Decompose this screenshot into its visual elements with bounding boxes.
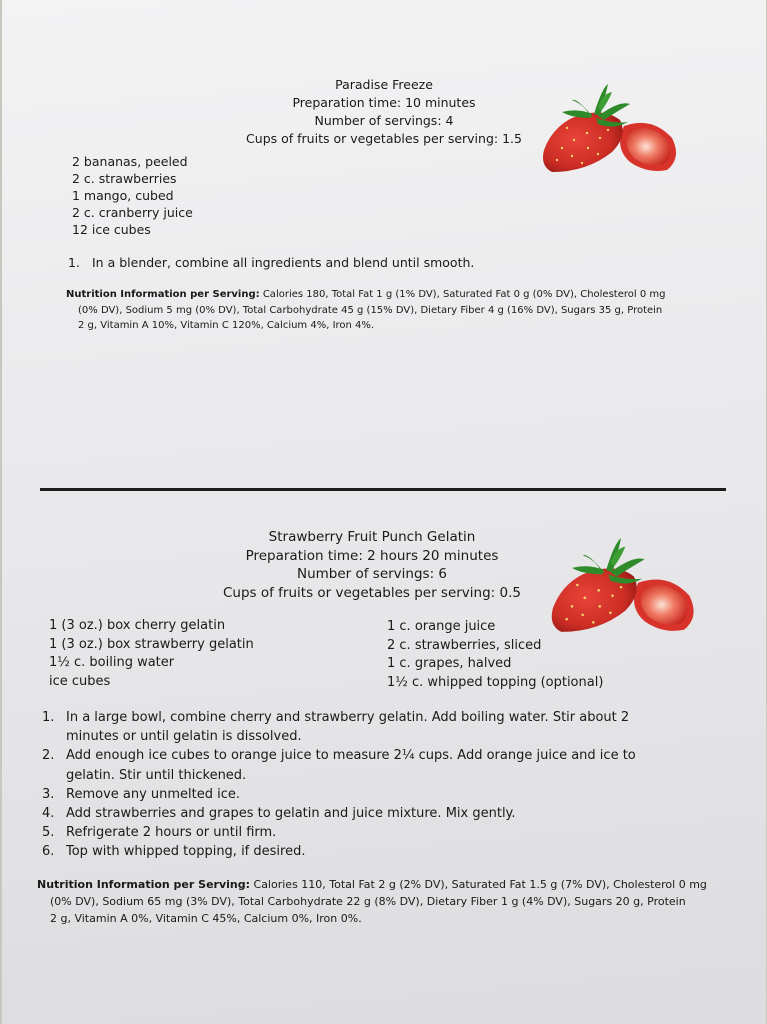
ingredient-item: 2 c. strawberries	[72, 171, 177, 186]
prep-time: Preparation time: 2 hours 20 minutes	[245, 547, 499, 564]
step-text: minutes or until gelatin is dissolved.	[66, 729, 302, 745]
ingredient-list	[72, 153, 193, 238]
step-text: Add strawberries and grapes to gelatin and juice mixture. Mix gently.	[66, 806, 516, 822]
instruction-step	[42, 804, 636, 823]
step-text: Remove any unmelted ice.	[66, 786, 241, 802]
step-text: In a large bowl, combine cherry and strawberry gelatin. Add boiling water. Stir about 2	[66, 710, 630, 725]
step-number: 5.	[42, 825, 55, 841]
instruction-step	[42, 785, 636, 804]
step-number: 2.	[42, 748, 55, 764]
instruction-list	[42, 708, 636, 862]
nutrition-text: Calories 110, Total Fat 2 g (2% DV), Saturated Fat 1.5 g (7% DV), Cholesterol 0 mg	[253, 878, 707, 891]
ingredient-item: 1 (3 oz.) box strawberry gelatin	[49, 636, 254, 652]
step-text: Add enough ice cubes to orange juice to measure 2¼ cups. Add orange juice and ice to	[66, 748, 636, 764]
nutrition-text: Calories 180, Total Fat 1 g (1% DV), Saturated Fat 0 g (0% DV), Cholesterol 0 mg	[262, 289, 666, 300]
nutrition-text: (0% DV), Sodium 5 mg (0% DV), Total Carbohydrate 45 g (15% DV), Dietary Fiber 4 g (16% DV), Sugars 35 g, Protein	[78, 304, 663, 316]
ingredient-item: 12 ice cubes	[72, 222, 151, 237]
step-number: 4.	[42, 806, 55, 822]
ingredient-item: 2 c. cranberry juice	[72, 205, 193, 220]
cups-per-serving: Cups of fruits or vegetables per serving: 1.5	[246, 131, 522, 146]
step-text: In a blender, combine all ingredients and blend until smooth.	[92, 255, 475, 270]
recipe-header	[172, 528, 572, 602]
nutrition-label: Nutrition Information per Serving:	[37, 878, 251, 891]
nutrition-label: Nutrition Information per Serving:	[66, 289, 260, 300]
step-number: 3.	[42, 786, 55, 802]
servings: Number of servings: 4	[314, 113, 454, 128]
ingredient-item: 2 bananas, peeled	[72, 154, 188, 169]
ingredient-item: ice cubes	[49, 673, 111, 689]
recipe-page	[2, 0, 766, 1024]
step-text: Top with whipped topping, if desired.	[66, 844, 306, 860]
ingredient-item: 1½ c. whipped topping (optional)	[387, 674, 604, 690]
ingredient-item: 1 mango, cubed	[72, 188, 174, 203]
step-text: gelatin. Stir until thickened.	[66, 767, 247, 783]
ingredient-item: 1½ c. boiling water	[49, 655, 175, 670]
step-text: Refrigerate 2 hours or until firm.	[66, 825, 277, 841]
nutrition-text: (0% DV), Sodium 65 mg (3% DV), Total Carbohydrate 22 g (8% DV), Dietary Fiber 1 g (4% DV), Sugars 20 g, Protein	[50, 895, 686, 908]
instruction-step	[42, 842, 636, 861]
ingredient-item: 1 c. orange juice	[387, 619, 496, 634]
step-number: 1.	[68, 255, 80, 270]
recipe-title: Strawberry Fruit Punch Gelatin	[268, 529, 476, 545]
ingredient-item: 1 (3 oz.) box cherry gelatin	[49, 618, 226, 633]
instruction-step	[42, 708, 636, 746]
ingredient-item: 2 c. strawberries, sliced	[387, 637, 542, 653]
recipe-header	[184, 76, 584, 148]
strawberry-icon	[532, 78, 682, 178]
servings: Number of servings: 6	[296, 566, 448, 582]
section-divider	[40, 488, 726, 491]
instruction-step	[68, 254, 475, 271]
ingredient-item: 1 c. grapes, halved	[387, 656, 512, 671]
nutrition-info	[37, 876, 707, 927]
ingredient-list	[387, 618, 603, 692]
nutrition-text: 2 g, Vitamin A 10%, Vitamin C 120%, Calcium 4%, Iron 4%.	[78, 320, 375, 331]
cups-per-serving: Cups of fruits or vegetables per serving: 0.5	[223, 584, 521, 601]
step-number: 1.	[42, 710, 55, 725]
instruction-step	[42, 823, 636, 842]
nutrition-text: 2 g, Vitamin A 0%, Vitamin C 45%, Calcium 0%, Iron 0%.	[50, 912, 362, 925]
prep-time: Preparation time: 10 minutes	[292, 95, 476, 110]
instruction-step	[42, 746, 636, 784]
step-number: 6.	[42, 844, 55, 860]
nutrition-info	[66, 287, 665, 334]
recipe-title: Paradise Freeze	[335, 77, 433, 92]
ingredient-list	[49, 617, 254, 691]
instruction-list	[68, 254, 475, 271]
